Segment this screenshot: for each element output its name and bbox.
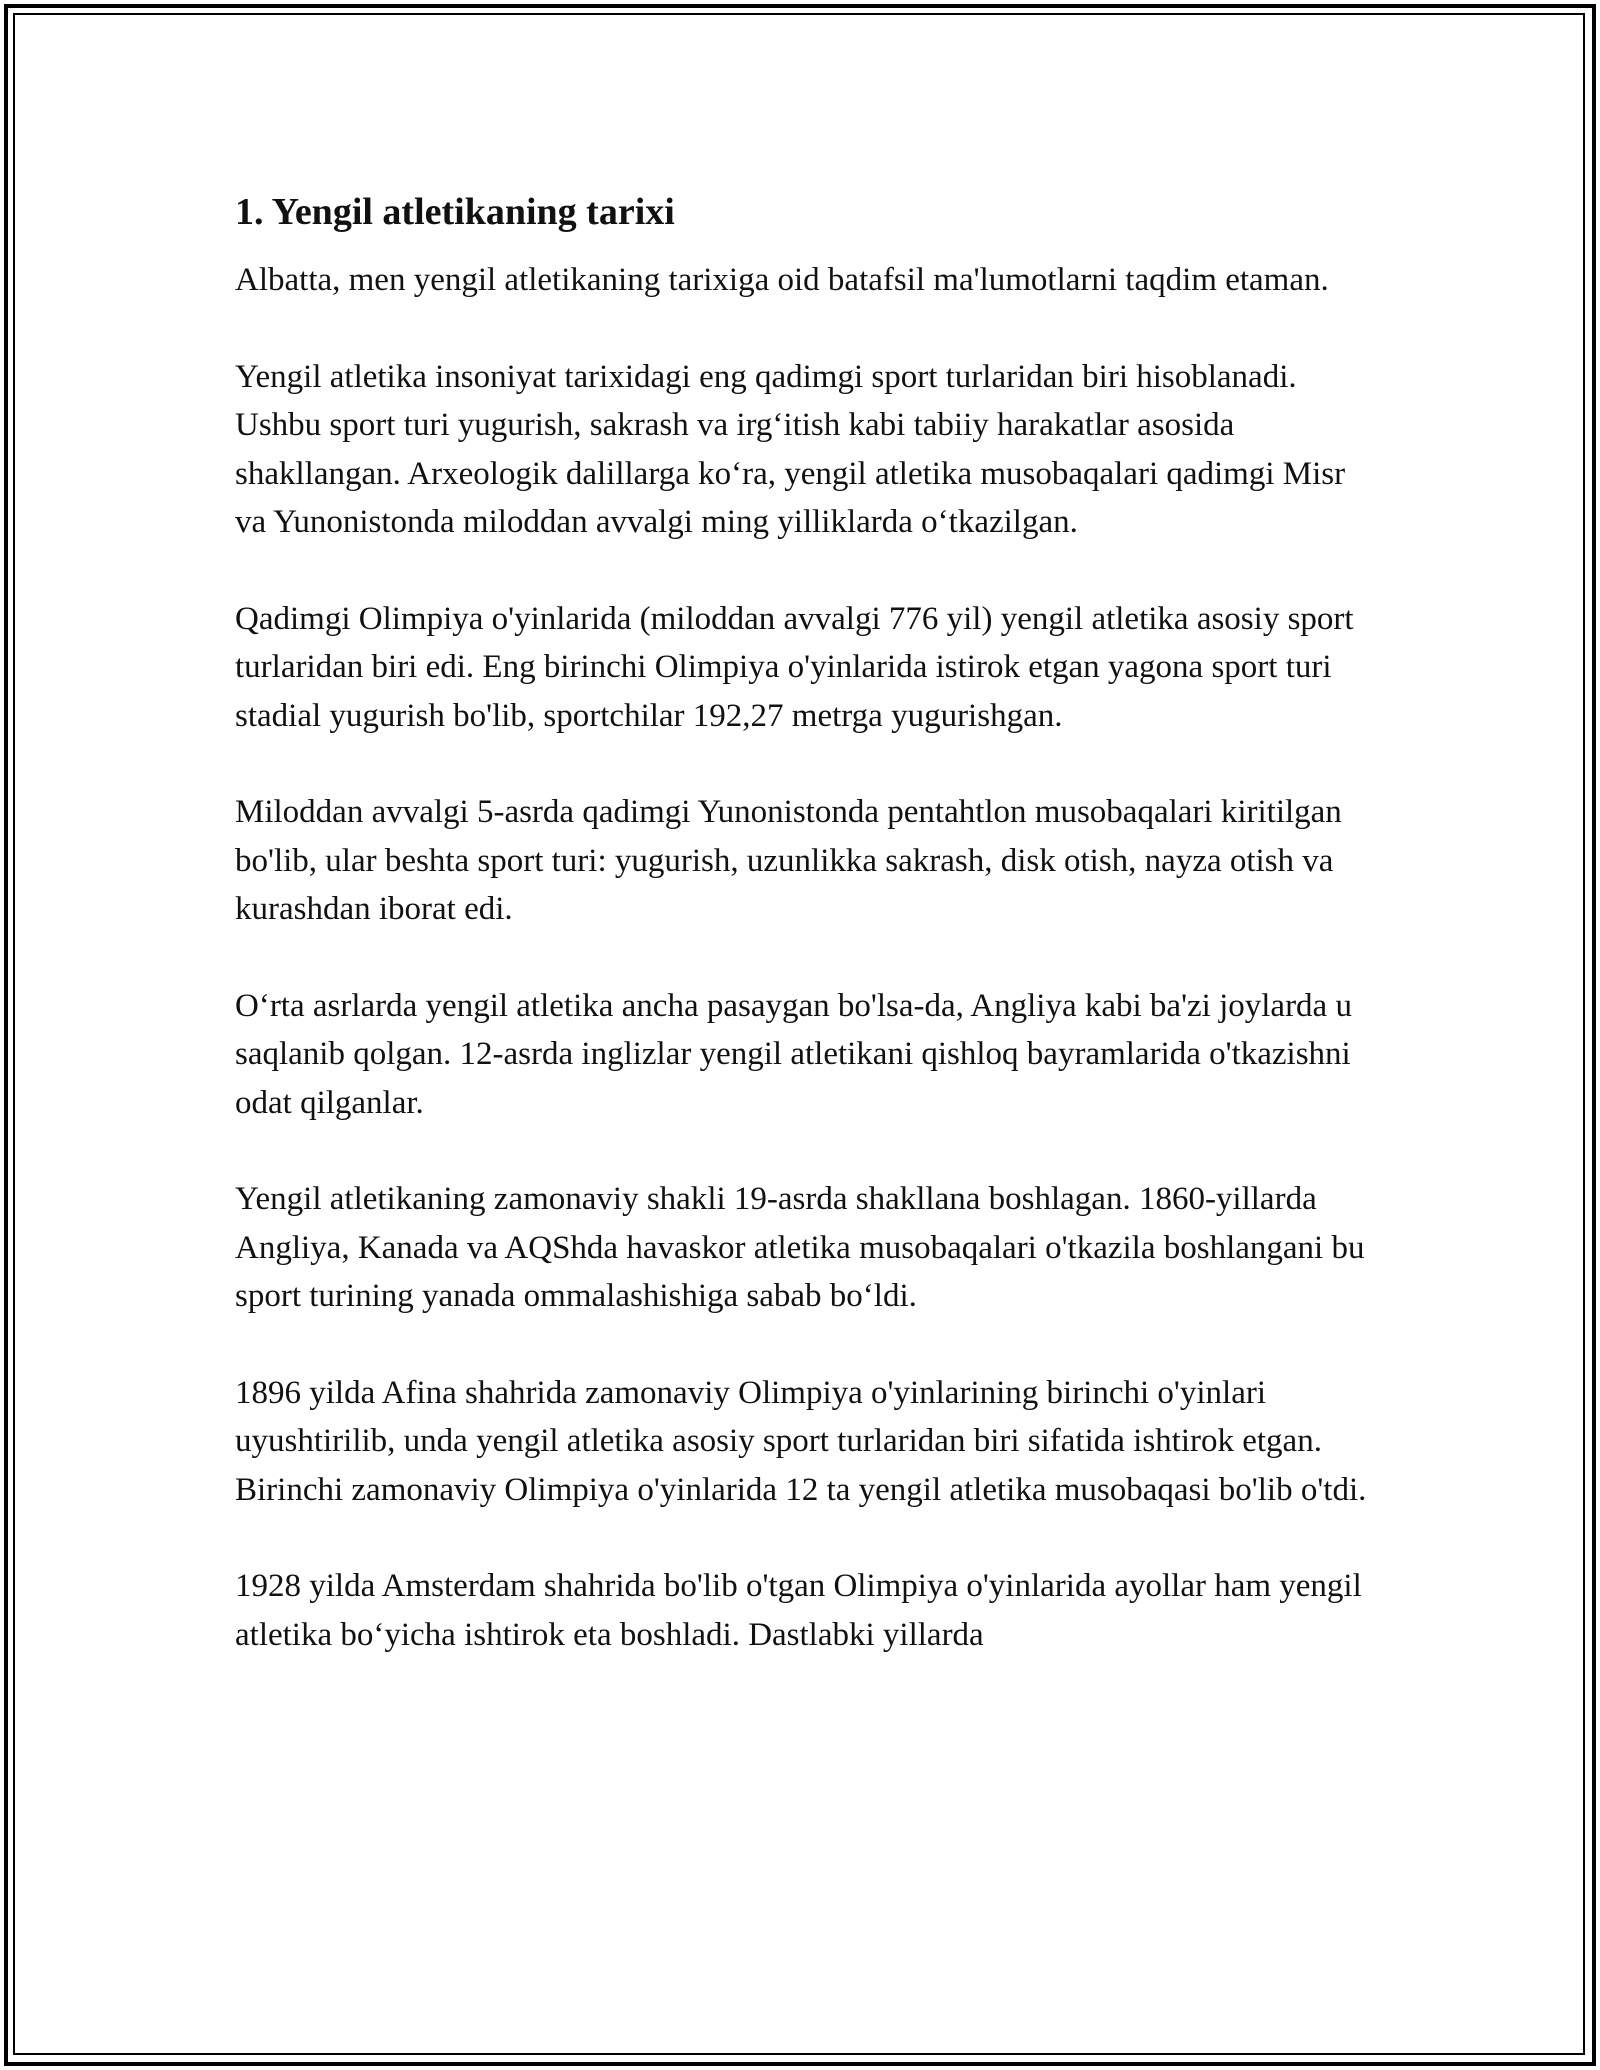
paragraph-origins: Yengil atletika insoniyat tarixidagi eng qadimgi sport turlaridan biri hisoblanadi. Ushbu sport turi yugurish, sakrash va irg‘itish kabi tabiiy harakatlar asosida shakllangan. Arxeologik dalillarga ko‘ra, yengil atletika musobaqalari qadimgi Misr va Yunonistonda miloddan avvalgi ming yilliklarda o‘tkazilgan. xyxy=(235,358,1346,540)
paragraph-pentathlon: Miloddan avvalgi 5-asrda qadimgi Yunonistonda pentahtlon musobaqalari kiritilgan bo'lib, ular beshta sport turi: yugurish, uzunlikka sakrash, disk otish, nayza otish va kurashdan iborat edi. xyxy=(235,794,1342,927)
paragraph-ancient-olympics: Qadimgi Olimpiya o'yinlarida (miloddan avvalgi 776 yil) yengil atletika asosiy sport turlaridan biri edi. Eng birinchi Olimpiya o'yinlarida istirok etgan yagona sport turi stadial yugurish bo'lib, sportchilar 192,27 metrga yugurishgan. xyxy=(235,600,1354,734)
paragraph-modern-form: Yengil atletikaning zamonaviy shakli 19-asrda shakllana boshlagan. 1860-yillarda Angliya, Kanada va AQShda havaskor atletika musobaqalari o'tkazila boshlangani bu sport turining yanada ommalashishiga sabab bo‘ldi. xyxy=(235,1181,1365,1314)
paragraph-amsterdam-1928: 1928 yilda Amsterdam shahrida bo'lib o'tgan Olimpiya o'yinlarida ayollar ham yengil atletika bo‘yicha ishtirok eta boshladi. Dastlabki yillarda xyxy=(235,1568,1362,1653)
section-heading: 1. Yengil atletikaning tarixi xyxy=(235,191,675,233)
paragraph-intro: Albatta, men yengil atletikaning tarixiga oid batafsil ma'lumotlarni taqdim etaman. xyxy=(235,262,1329,298)
paragraph-athens-1896: 1896 yilda Afina shahrida zamonaviy Olimpiya o'yinlarining birinchi o'yinlari uyushtirilib, unda yengil atletika asosiy sport turlaridan biri sifatida ishtirok etgan. Birinchi zamonaviy Olimpiya o'yinlarida 12 ta yengil atletika musobaqasi bo'lib o'tdi. xyxy=(235,1374,1367,1508)
paragraph-middle-ages: O‘rta asrlarda yengil atletika ancha pasaygan bo'lsa-da, Angliya kabi ba'zi joylarda u saqlanib qolgan. 12-asrda inglizlar yengil atletikani qishloq bayramlarida o'tkazishni odat qilganlar. xyxy=(235,987,1352,1121)
document-body xyxy=(235,188,1370,1707)
